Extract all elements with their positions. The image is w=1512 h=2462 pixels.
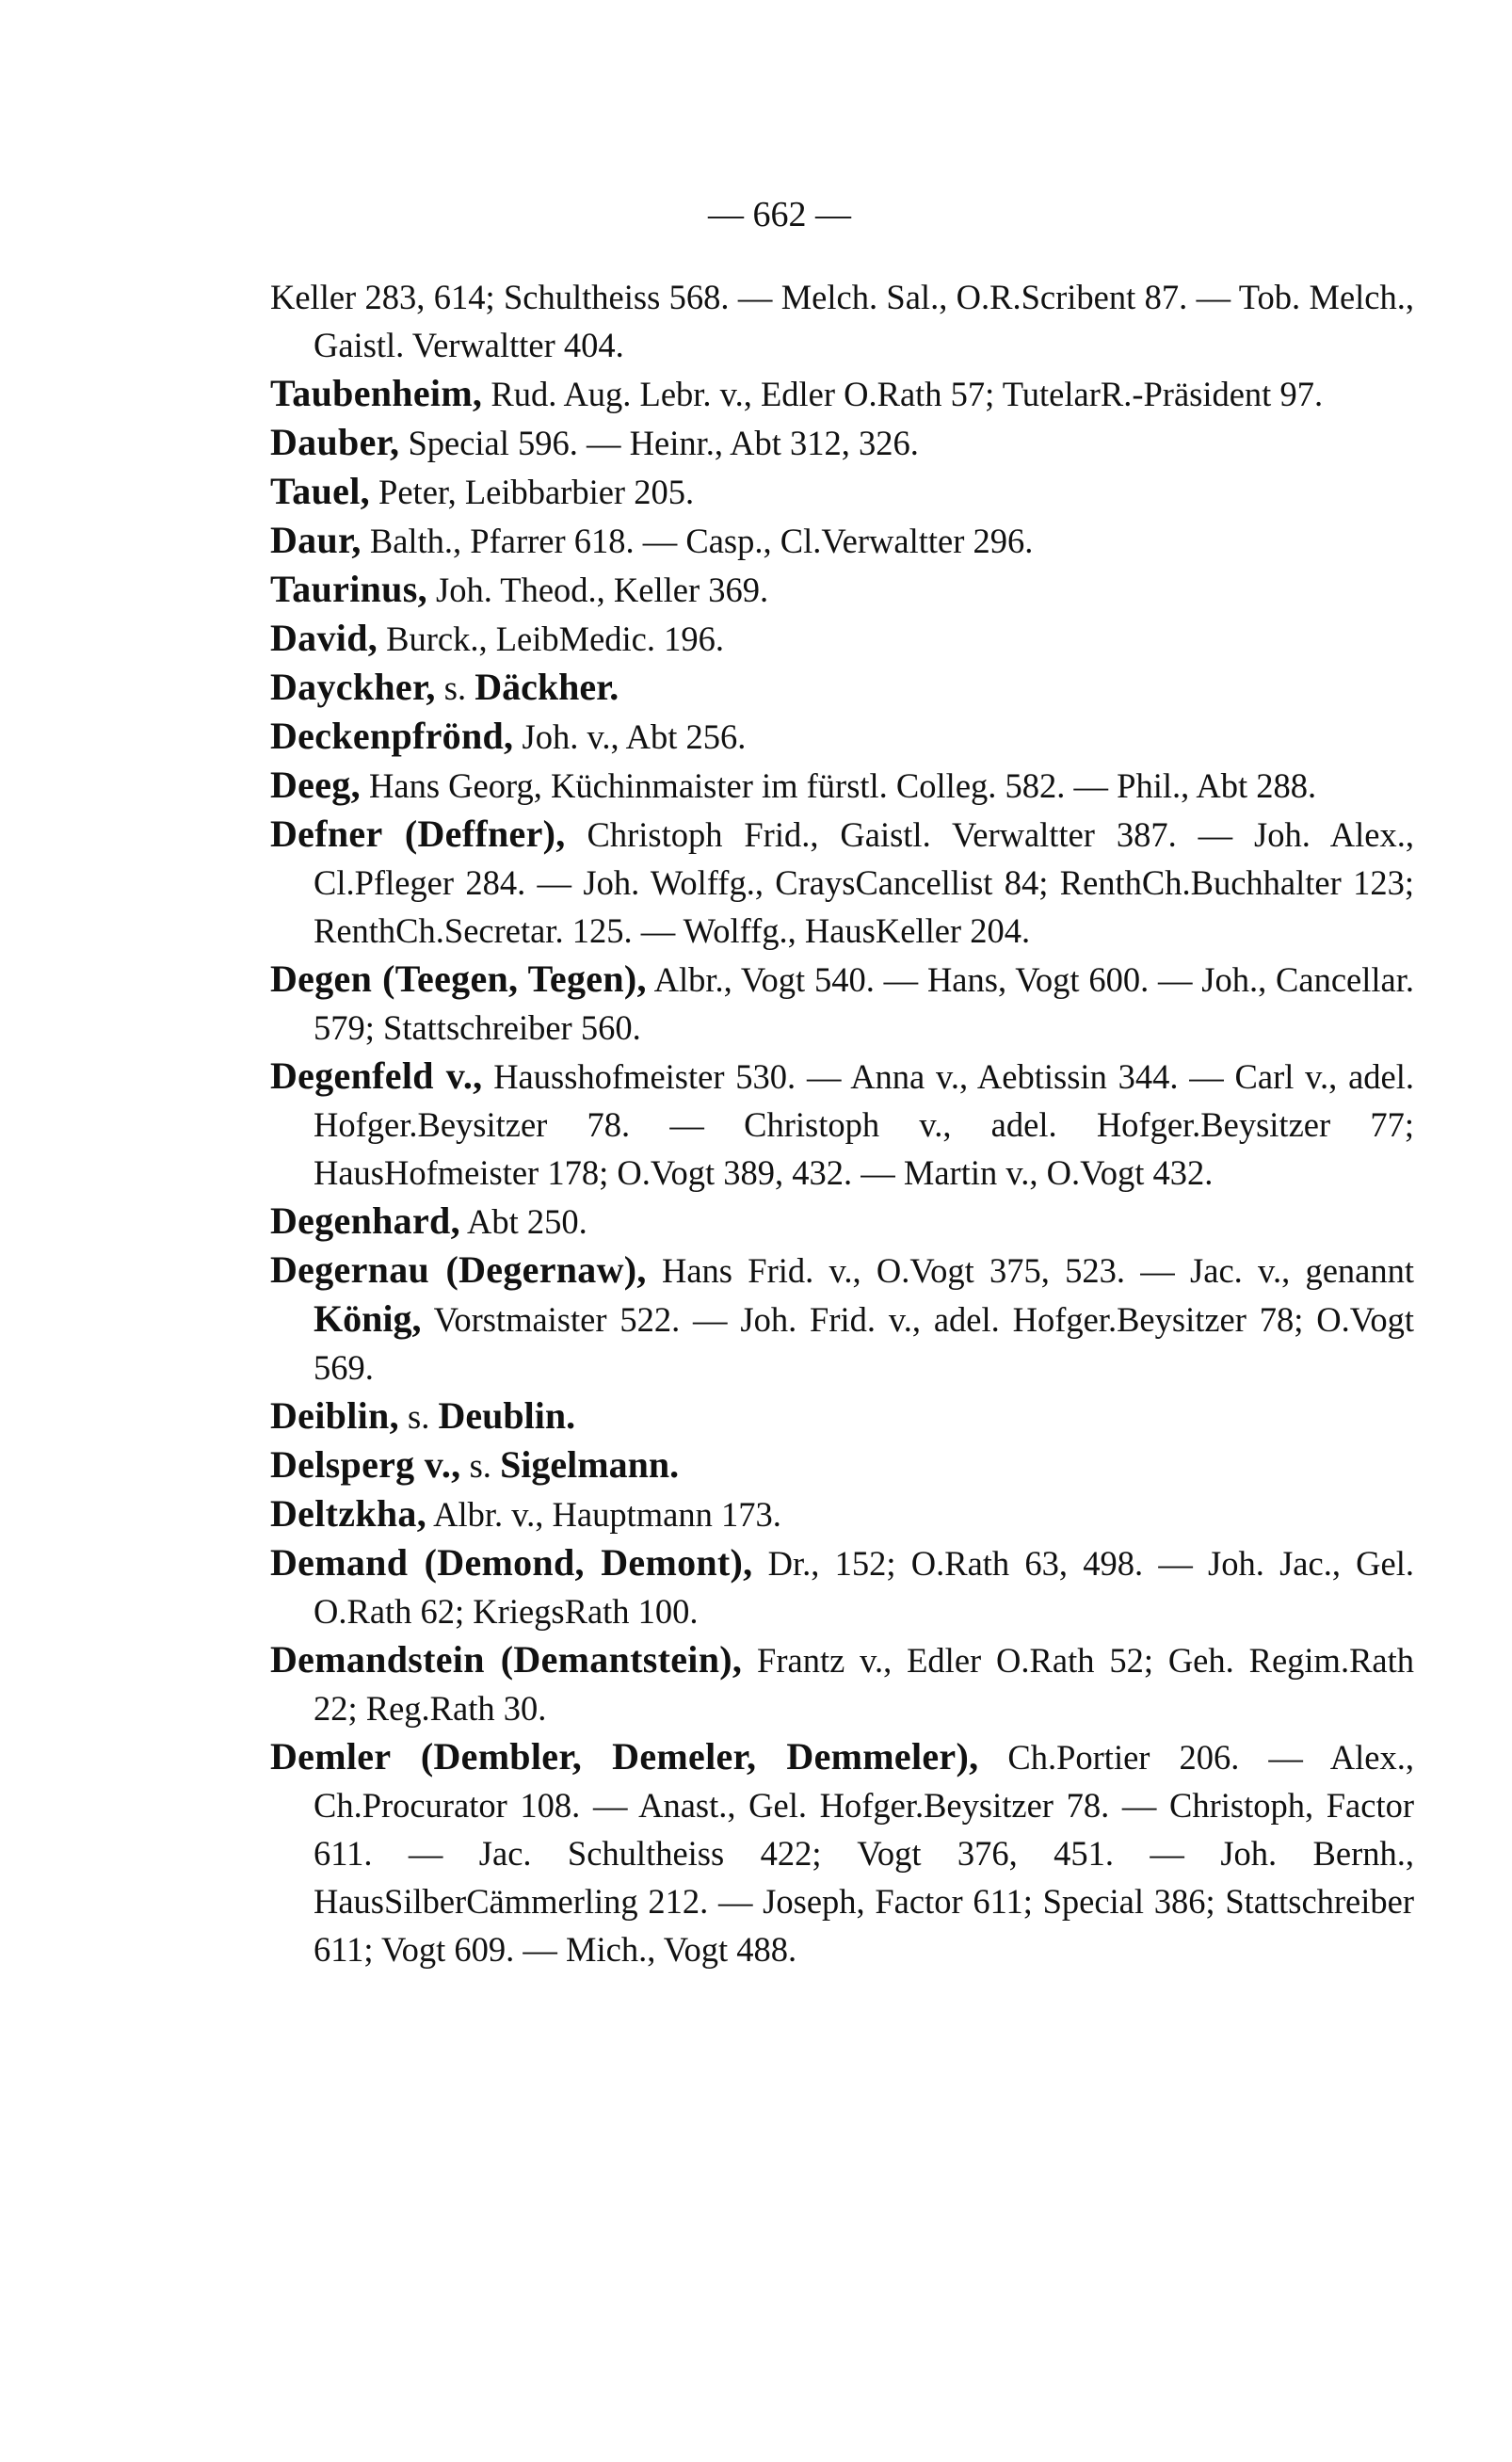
entry-text: Hans Frid. v., O.Vogt 375, 523. — Jac. v., genannt bbox=[646, 1251, 1415, 1290]
entry-text: s. bbox=[398, 1397, 439, 1436]
entry-text: Christoph Frid., Gaistl. Verwaltter 387. — Joh. Alex., Cl.Pfleger 284. — Joh. Wolffg., CraysCancellist 84; RenthCh.Buchhalter 123; RenthCh.Secretar. 125. — Wolffg., HausKeller 204. bbox=[314, 815, 1414, 950]
list-item bbox=[270, 1392, 1414, 1440]
entry-text: Balth., Pfarrer 618. — Casp., Cl.Verwaltter 296. bbox=[361, 522, 1034, 560]
entry-name: Taurinus, bbox=[270, 568, 427, 610]
list-item bbox=[270, 1197, 1414, 1246]
list-item bbox=[270, 565, 1414, 614]
entry-text: Special 596. — Heinr., Abt 312, 326. bbox=[399, 424, 919, 462]
entry-name: Demler (Dembler, Demeler, Demmeler), bbox=[270, 1735, 979, 1778]
entry-name: Defner (Deffner), bbox=[270, 813, 566, 855]
entry-text: Joh. v., Abt 256. bbox=[513, 717, 747, 756]
entry-text: Albr. v., Hauptmann 173. bbox=[426, 1495, 781, 1534]
entry-name: Taubenheim, bbox=[270, 372, 483, 414]
entry-name: Tauel, bbox=[270, 470, 370, 512]
entry-text: Keller 283, 614; Schultheiss 568. — Melch. Sal., O.R.Scribent 87. — Tob. Melch., Gaistl. Verwaltter 404. bbox=[270, 278, 1414, 364]
entry-name: Daur, bbox=[270, 519, 362, 561]
entry-text: Burck., LeibMedic. 196. bbox=[378, 620, 725, 658]
list-item bbox=[270, 516, 1414, 565]
entry-name: Degernau (Degernaw), bbox=[270, 1248, 647, 1291]
entry-name: Demandstein (Demantstein), bbox=[270, 1638, 743, 1681]
entry-text: Abt 250. bbox=[459, 1202, 587, 1241]
list-item bbox=[270, 810, 1414, 955]
register-entries bbox=[270, 273, 1414, 1973]
entry-text: Ch.Portier 206. — Alex., Ch.Procurator 108. — Anast., Gel. Hofger.Beysitzer 78. — Christoph, Factor 611. — Jac. Schultheiss 422; Vogt 376, 451. — Joh. Bernh., HausSilberCämmerling 212. — Joseph, Factor 611; Special 386; Stattschreiber 611; Vogt 609. — Mich., Vogt 488. bbox=[314, 1738, 1414, 1969]
entry-name: Degenfeld v., bbox=[270, 1054, 483, 1097]
list-item bbox=[270, 1732, 1414, 1973]
list-item bbox=[270, 761, 1414, 810]
list-item bbox=[270, 369, 1414, 418]
entry-name: Delsperg v., bbox=[270, 1443, 461, 1486]
list-item bbox=[270, 1489, 1414, 1538]
entry-text: Hausshofmeister 530. — Anna v., Aebtissin 344. — Carl v., adel. Hofger.Beysitzer 78. — Christoph v., adel. Hofger.Beysitzer 77; HausHofmeister 178; O.Vogt 389, 432. — Martin v., O.Vogt 432. bbox=[314, 1057, 1414, 1192]
entry-name: Dayckher, bbox=[270, 666, 436, 708]
list-item bbox=[270, 955, 1414, 1052]
entry-name: Deckenpfrönd, bbox=[270, 715, 514, 757]
entry-name: Deeg, bbox=[270, 764, 361, 806]
cross-reference: Sigelmann. bbox=[500, 1443, 680, 1486]
entry-name: Demand (Demond, Demont), bbox=[270, 1541, 753, 1584]
entry-name: Deltzkha, bbox=[270, 1492, 427, 1535]
list-item bbox=[270, 273, 1414, 369]
entry-name: Dauber, bbox=[270, 421, 400, 463]
cross-reference: Däckher. bbox=[475, 666, 619, 708]
list-item bbox=[270, 1052, 1414, 1197]
cross-reference: König, bbox=[314, 1297, 422, 1340]
list-item bbox=[270, 1246, 1414, 1392]
list-item bbox=[270, 1538, 1414, 1635]
entry-text: s. bbox=[460, 1446, 501, 1485]
list-item bbox=[270, 712, 1414, 761]
entry-text: Frantz v., Edler O.Rath 52; Geh. Regim.Rath 22; Reg.Rath 30. bbox=[314, 1641, 1415, 1728]
entry-name: Degen (Teegen, Tegen), bbox=[270, 957, 647, 1000]
list-item bbox=[270, 1440, 1414, 1489]
entry-text: Hans Georg, Küchinmaister im fürstl. Colleg. 582. — Phil., Abt 288. bbox=[360, 766, 1317, 805]
entry-text: Rud. Aug. Lebr. v., Edler O.Rath 57; TutelarR.-Präsident 97. bbox=[482, 375, 1324, 413]
page-number: — 662 — bbox=[708, 195, 851, 234]
list-item bbox=[270, 418, 1414, 467]
entry-text: s. bbox=[435, 668, 475, 707]
entry-text: Peter, Leibbarbier 205. bbox=[369, 473, 695, 511]
entry-name: David, bbox=[270, 617, 378, 659]
entry-name: Deiblin, bbox=[270, 1394, 399, 1437]
cross-reference: Deublin. bbox=[438, 1394, 576, 1437]
entry-text: Albr., Vogt 540. — Hans, Vogt 600. — Joh., Cancellar. 579; Stattschreiber 560. bbox=[314, 960, 1415, 1047]
entry-text-continued: Vorstmaister 522. — Joh. Frid. v., adel. Hofger.Beysitzer 78; O.Vogt 569. bbox=[314, 1300, 1414, 1387]
list-item bbox=[270, 663, 1414, 712]
list-item bbox=[270, 614, 1414, 663]
list-item bbox=[270, 1635, 1414, 1732]
entry-name: Degenhard, bbox=[270, 1199, 460, 1242]
entry-text: Dr., 152; O.Rath 63, 498. — Joh. Jac., Gel. O.Rath 62; KriegsRath 100. bbox=[314, 1544, 1414, 1631]
entry-text: Joh. Theod., Keller 369. bbox=[426, 571, 769, 609]
list-item bbox=[270, 467, 1414, 516]
